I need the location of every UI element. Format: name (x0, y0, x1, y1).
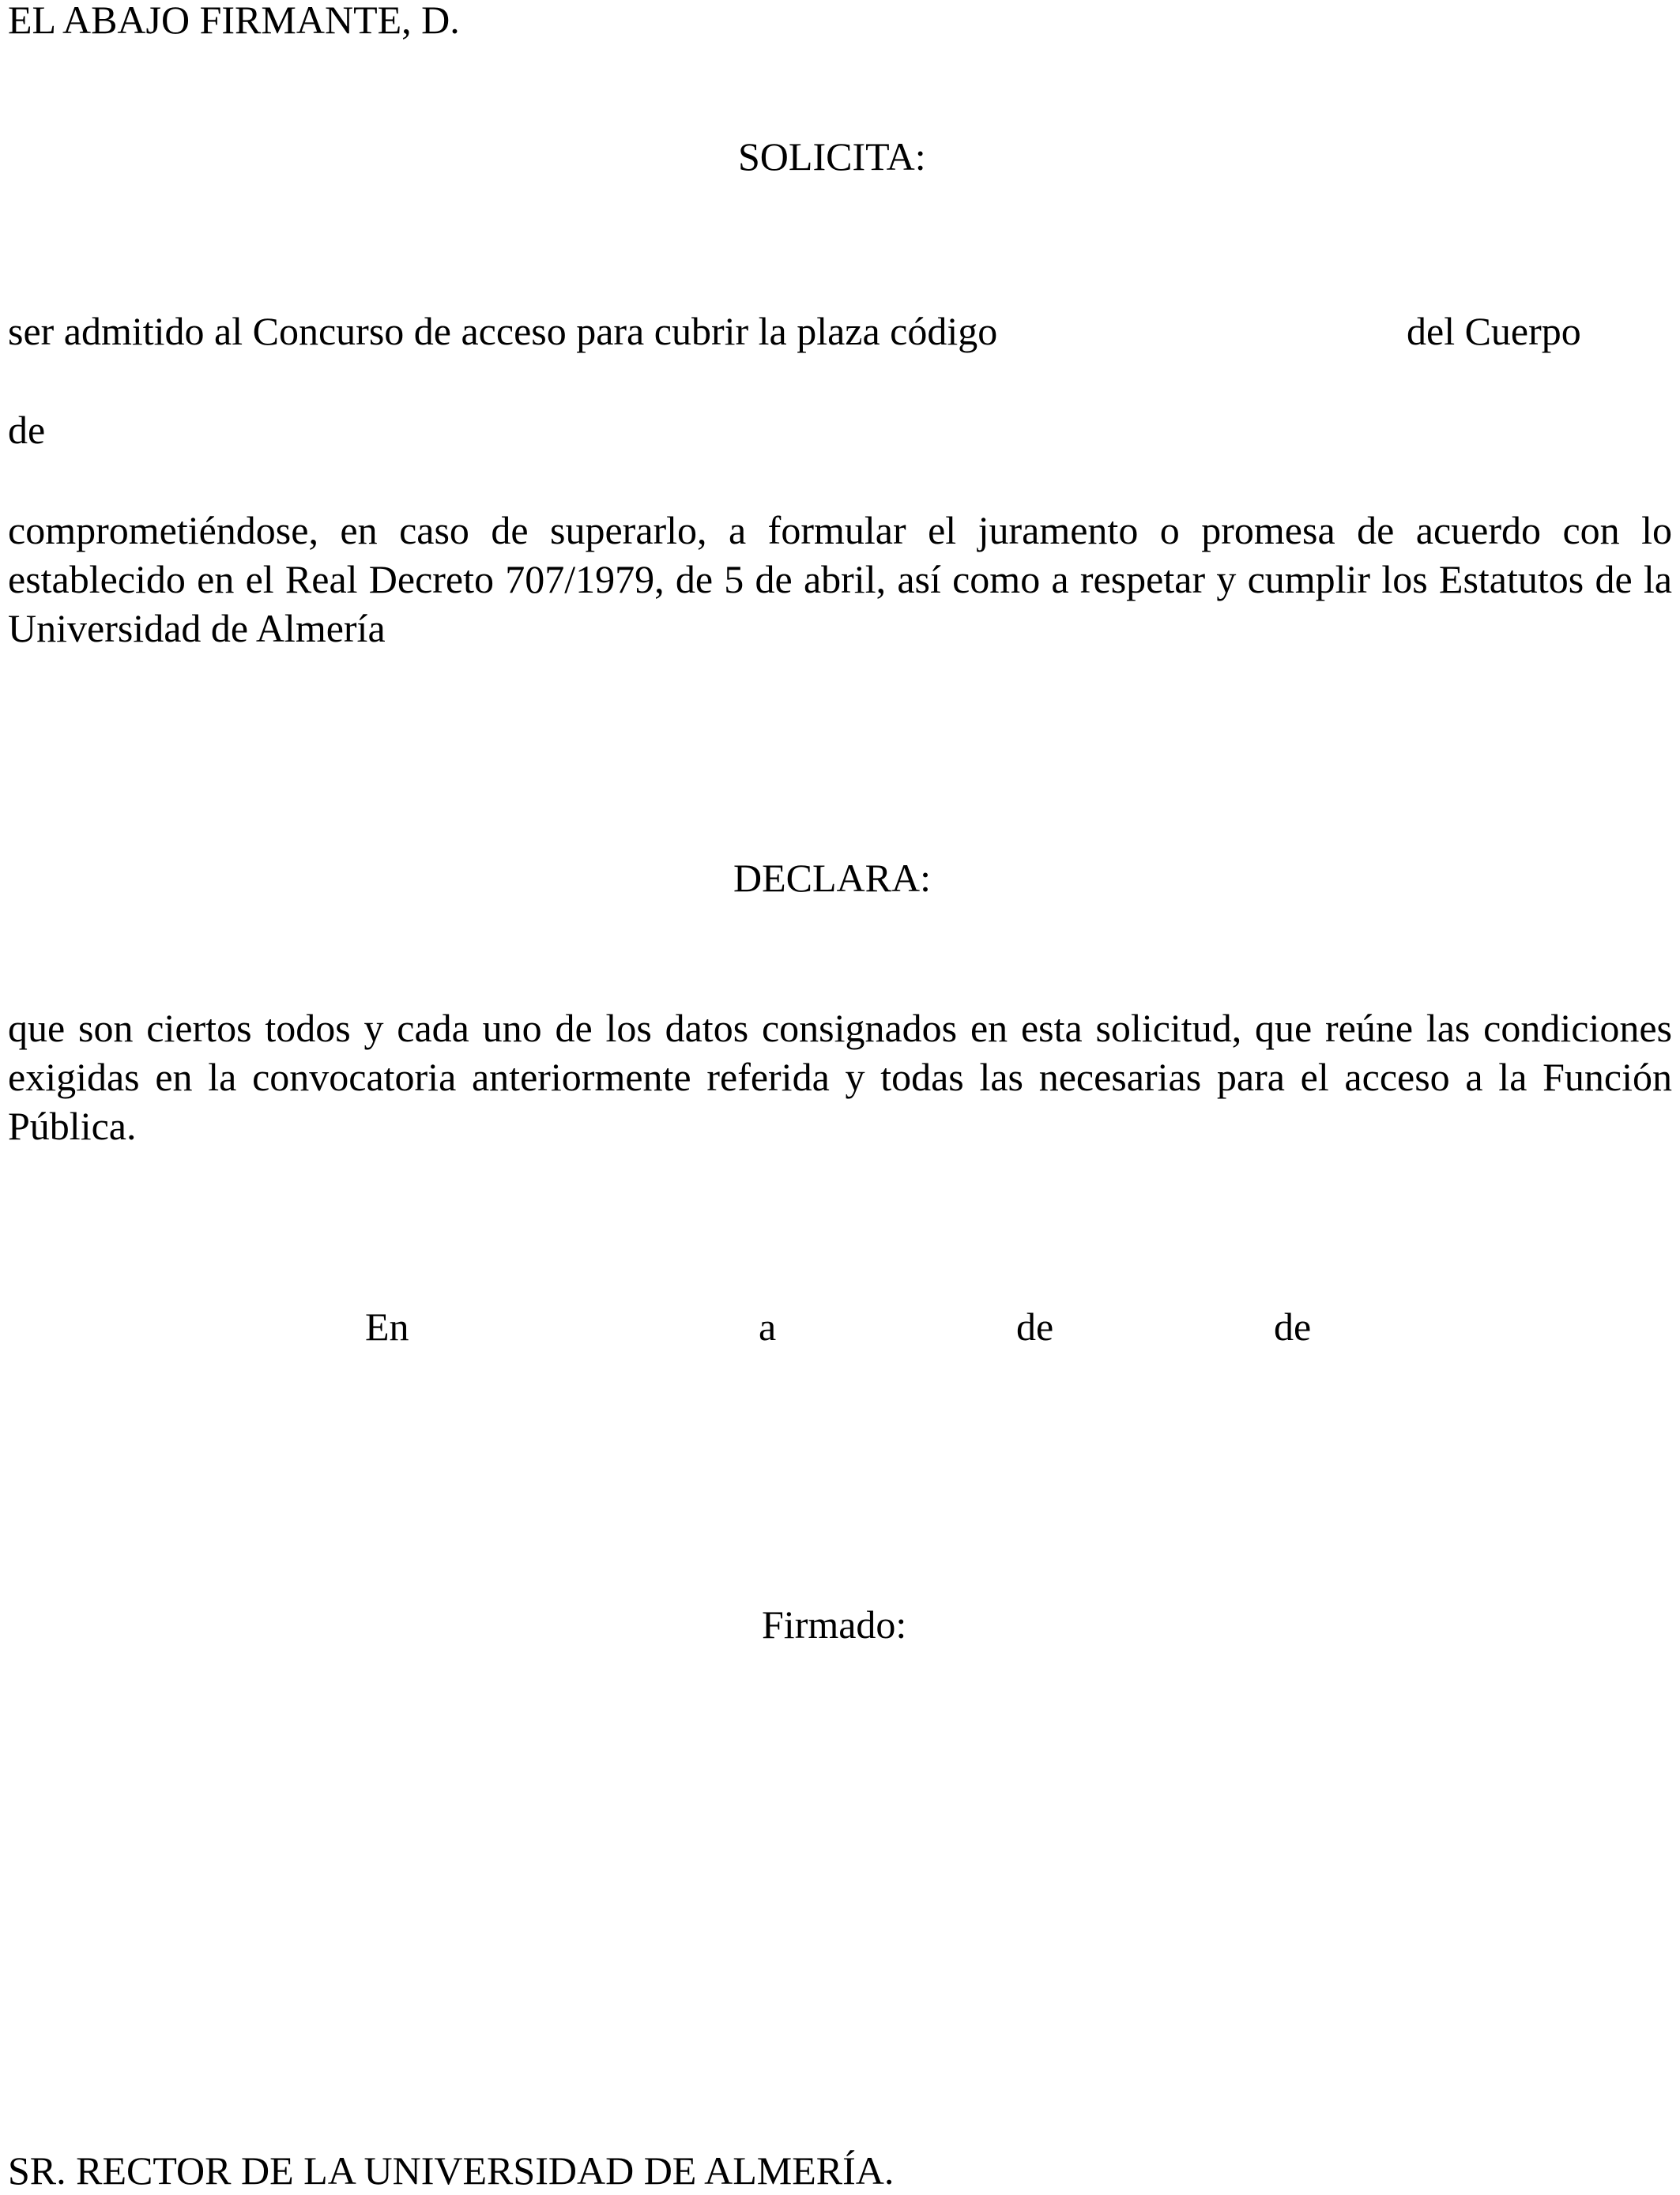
declaration-paragraph: que son ciertos todos y cada uno de los datos consignados en esta solicitud, que reúne las condiciones exigidas en la convocatoria anteriormente referida y todas las necesarias para el acceso a la Función Pública. (8, 1006, 1672, 1148)
request-line-start: ser admitido al Concurso de acceso para cubrir la plaza código (8, 309, 998, 353)
addressee: SR. RECTOR DE LA UNIVERSIDAD DE ALMERÍA. (8, 2148, 895, 2193)
commitment-paragraph: comprometiéndose, en caso de superarlo, a formular el juramento o promesa de acuerdo con lo establecido en el Real Decreto 707/1979, de 5 de abril, así como a respetar y cumplir los Estatutos de la Universidad de Almería (8, 508, 1672, 650)
request-line-de: de (8, 408, 46, 452)
solicita-heading: SOLICITA: (738, 134, 926, 179)
date-de-month: de (1016, 1305, 1054, 1349)
applicant-label: EL ABAJO FIRMANTE, D. (8, 0, 460, 42)
request-line-end: del Cuerpo (1407, 309, 1581, 353)
declara-heading: DECLARA: (733, 856, 931, 900)
date-de-year: de (1274, 1305, 1312, 1349)
date-a: a (759, 1305, 777, 1349)
date-en: En (365, 1305, 409, 1349)
signature-label: Firmado: (762, 1602, 907, 1647)
